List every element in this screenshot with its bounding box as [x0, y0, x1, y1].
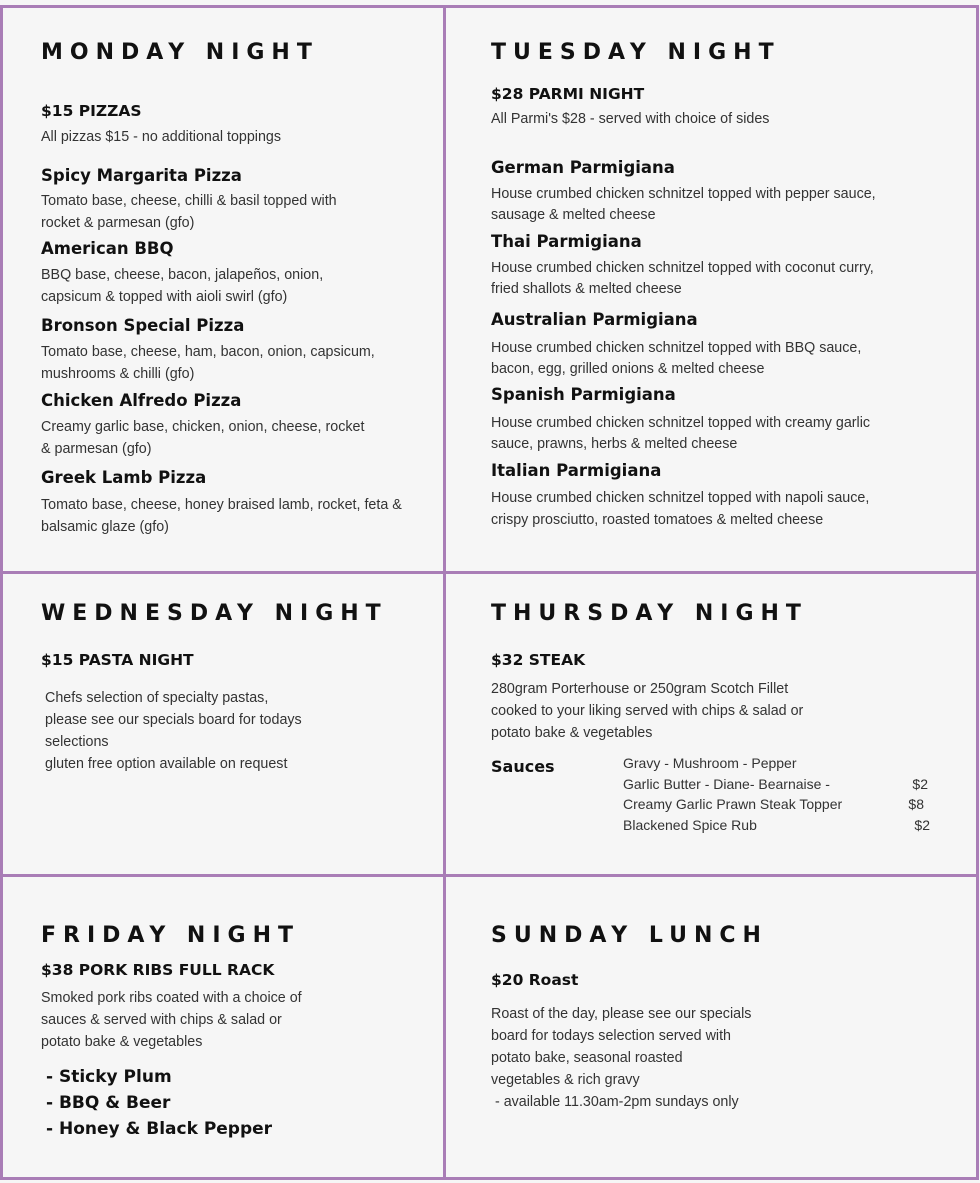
sunday-title: SUNDAY LUNCH — [491, 923, 768, 948]
thursday-line: potato bake & vegetables — [491, 725, 653, 741]
menu-item-name: Chicken Alfredo Pizza — [41, 391, 242, 410]
sauce-option: Garlic Butter - Diane- Bearnaise - — [623, 776, 830, 792]
sauce-price: $8 — [908, 796, 924, 812]
menu-item-desc: House crumbed chicken schnitzel topped with coconut curry, — [491, 260, 874, 276]
menu-item-name: Spicy Margarita Pizza — [41, 166, 242, 185]
wednesday-title: WEDNESDAY NIGHT — [41, 601, 388, 626]
sunday-line: vegetables & rich gravy — [491, 1072, 640, 1088]
thursday-line: 280gram Porterhouse or 250gram Scotch Fillet — [491, 681, 789, 697]
wednesday-line: please see our specials board for todays — [45, 712, 302, 728]
menu-item-desc: sausage & melted cheese — [491, 207, 656, 223]
menu-item-desc: balsamic glaze (gfo) — [41, 519, 169, 535]
friday-line: potato bake & vegetables — [41, 1034, 203, 1050]
sauces-label: Sauces — [491, 757, 555, 776]
row-divider-1 — [0, 571, 979, 574]
sauce-option: Creamy Garlic Prawn Steak Topper — [623, 796, 843, 812]
menu-item-desc: Creamy garlic base, chicken, onion, cheese, rocket — [41, 419, 365, 435]
friday-title: FRIDAY NIGHT — [41, 923, 301, 948]
menu-item-desc: & parmesan (gfo) — [41, 441, 152, 457]
menu-item-name: Bronson Special Pizza — [41, 316, 245, 335]
menu-item-name: Thai Parmigiana — [491, 232, 642, 251]
sauce-option: Blackened Spice Rub — [623, 817, 757, 833]
sunday-line: potato bake, seasonal roasted — [491, 1050, 683, 1066]
menu-item-desc: House crumbed chicken schnitzel topped with BBQ sauce, — [491, 340, 862, 356]
thursday-title: THURSDAY NIGHT — [491, 601, 808, 626]
friday-line: sauces & served with chips & salad or — [41, 1012, 282, 1028]
sunday-line: - available 11.30am-2pm sundays only — [491, 1094, 739, 1110]
sauce-price: $2 — [914, 817, 930, 833]
menu-item-desc: Tomato base, cheese, honey braised lamb, rocket, feta & — [41, 497, 402, 513]
friday-special: $38 PORK RIBS FULL RACK — [41, 961, 275, 979]
menu-item-desc: House crumbed chicken schnitzel topped with napoli sauce, — [491, 490, 870, 506]
friday-line: Smoked pork ribs coated with a choice of — [41, 990, 302, 1006]
menu-item-desc: BBQ base, cheese, bacon, jalapeños, onion, — [41, 267, 324, 283]
menu-item-desc: rocket & parmesan (gfo) — [41, 215, 195, 231]
monday-special: $15 PIZZAS — [41, 102, 142, 120]
monday-note: All pizzas $15 - no additional toppings — [41, 129, 282, 145]
menu-item-desc: capsicum & topped with aioli swirl (gfo) — [41, 289, 288, 305]
sunday-line: board for todays selection served with — [491, 1028, 731, 1044]
sauce-option: Gravy - Mushroom - Pepper — [623, 755, 797, 771]
tuesday-special: $28 PARMI NIGHT — [491, 85, 645, 103]
thursday-line: cooked to your liking served with chips & salad or — [491, 703, 804, 719]
wednesday-line: gluten free option available on request — [45, 756, 288, 772]
menu-item-desc: crispy prosciutto, roasted tomatoes & melted cheese — [491, 512, 824, 528]
menu-item-desc: sauce, prawns, herbs & melted cheese — [491, 436, 738, 452]
menu-item-name: American BBQ — [41, 239, 174, 258]
right-border — [976, 5, 979, 1180]
menu-item-desc: bacon, egg, grilled onions & melted cheese — [491, 361, 765, 377]
menu-item-desc: fried shallots & melted cheese — [491, 281, 682, 297]
menu-item-desc: House crumbed chicken schnitzel topped with creamy garlic — [491, 415, 871, 431]
menu-item-name: Greek Lamb Pizza — [41, 468, 207, 487]
wednesday-special: $15 PASTA NIGHT — [41, 651, 194, 669]
sunday-line: Roast of the day, please see our specials — [491, 1006, 752, 1022]
tuesday-note: All Parmi's $28 - served with choice of sides — [491, 111, 770, 127]
menu-item-name: Spanish Parmigiana — [491, 385, 676, 404]
menu-item-name: German Parmigiana — [491, 158, 675, 177]
center-divider — [443, 5, 446, 1180]
menu-item-desc: mushrooms & chilli (gfo) — [41, 366, 195, 382]
menu-item-desc: House crumbed chicken schnitzel topped with pepper sauce, — [491, 186, 876, 202]
thursday-special: $32 STEAK — [491, 651, 586, 669]
tuesday-title: TUESDAY NIGHT — [491, 40, 781, 65]
menu-item-name: Australian Parmigiana — [491, 310, 698, 329]
rib-sauce-option: - Sticky Plum — [46, 1067, 172, 1087]
row-divider-2 — [0, 874, 979, 877]
sunday-special: $20 Roast — [491, 971, 579, 989]
top-border — [0, 5, 979, 8]
wednesday-line: selections — [45, 734, 109, 750]
sauce-price: $2 — [912, 776, 928, 792]
menu-item-name: Italian Parmigiana — [491, 461, 662, 480]
rib-sauce-option: - BBQ & Beer — [46, 1093, 171, 1113]
left-border — [0, 5, 3, 1180]
bottom-border — [0, 1177, 979, 1180]
monday-title: MONDAY NIGHT — [41, 40, 319, 65]
menu-item-desc: Tomato base, cheese, chilli & basil topped with — [41, 193, 337, 209]
menu-item-desc: Tomato base, cheese, ham, bacon, onion, capsicum, — [41, 344, 375, 360]
wednesday-line: Chefs selection of specialty pastas, — [45, 690, 269, 706]
rib-sauce-option: - Honey & Black Pepper — [46, 1119, 273, 1139]
